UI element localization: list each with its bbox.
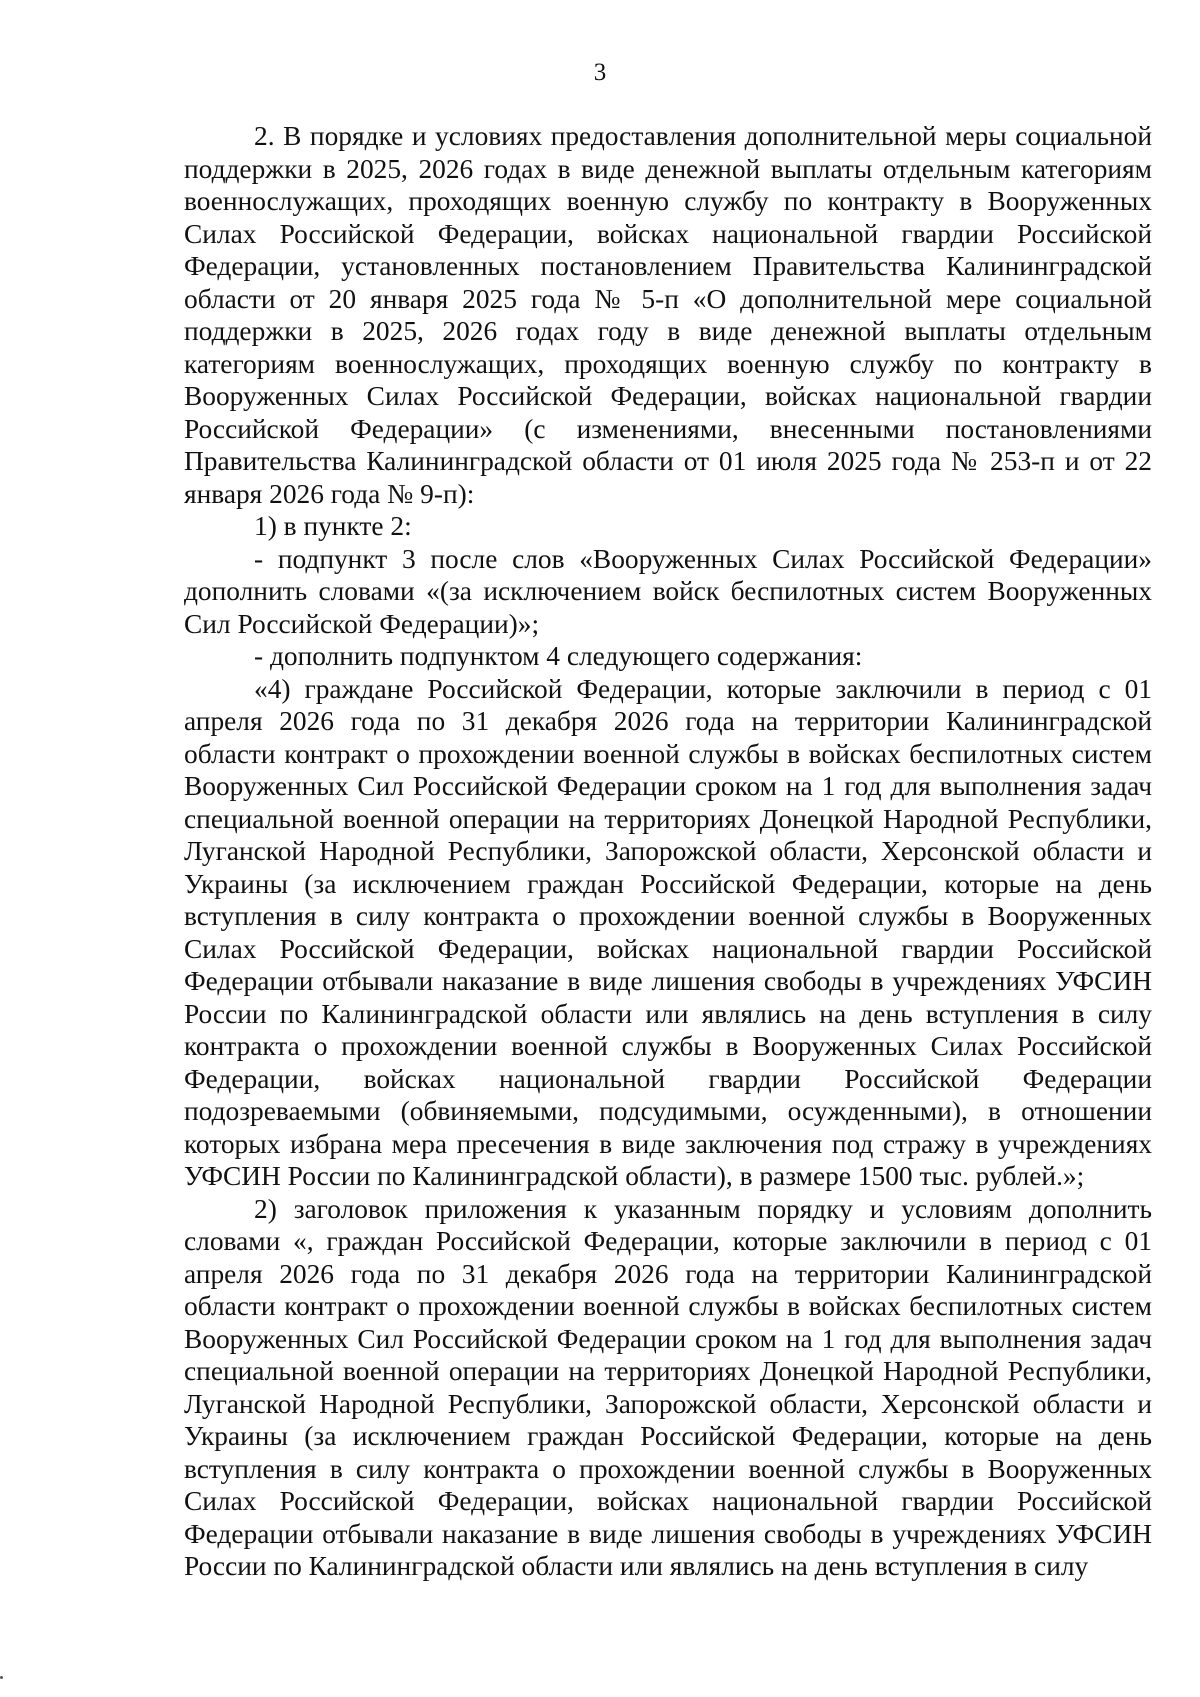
subpoint-4-text: «4) граждане Российской Федерации, которые заключили в период с 01 апреля 2026 года по 31 декабря 2026 года на территории Калининградской области контракт о прохождении военной службы в войсках беспилотных систем Вооруженных Сил Российской Федерации сроком на 1 год для выполнения задач специальной военной операции на территориях Донецкой Народной Республики, Луганской Народной Республики, Запорожской области, Херсонской области и Украины (за исключением граждан Российской Федерации, которые на день вступления в силу контракта о прохождении военной службы в Вооруженных Силах Российской Федерации, войсках национальной гвардии Российской Федерации отбывали наказание в виде лишения свободы в учреждениях УФСИН России по Калининградской области или являлись на день вступления в силу контракта о прохождении военной службы в Вооруженных Силах Российской Федерации, войсках национальной гвардии Российской Федерации подозреваемыми (обвиняемыми, подсудимыми, осужденными), в отношении которых избрана мера пресечения в виде заключения под стражу в учреждениях УФСИН России по Калининградской области), в размере 1500 тыс. рублей.»; [184,673,1152,1191]
subitem-1-point-2: 1) в пункте 2: [254,511,412,541]
page-number: 3 [593,59,607,86]
paragraph-item-2: 2. В порядке и условиях предоставления дополнительной меры социальной поддержки в 2025, 2026 годах в виде денежной выплаты отдельным категориям военнослужащих, проходящих военную службу по контракту в Вооруженных Силах Российской Федерации, войсках национальной гвардии Российской Федерации, установленных постановлением Правительства Калининградской области от 20 января 2025 года № 5-п «О дополнительной мере социальной поддержки в 2025, 2026 годах году в виде денежной выплаты отдельным категориям военнослужащих, проходящих военную службу по контракту в Вооруженных Силах Российской Федерации, войсках национальной гвардии Российской Федерации» (с изменениями, внесенными постановлениями Правительства Калининградской области от 01 июля 2025 года № 253-п и от 22 января 2026 года № 9-п): [184,121,1152,509]
subpoint-3-amendment: - подпункт 3 после слов «Вооруженных Силах Российской Федерации» дополнить словами «(за исключением войск беспилотных систем Вооруженных Сил Российской Федерации)»; [184,543,1152,639]
subitem-2-appendix-title: 2) заголовок приложения к указанным порядку и условиям дополнить словами «, граждан Российской Федерации, которые заключили в период с 01 апреля 2026 года по 31 декабря 2026 года на территории Калининградской области контракт о прохождении военной службы в войсках беспилотных систем Вооруженных Сил Российской Федерации сроком на 1 год для выполнения задач специальной военной операции на территориях Донецкой Народной Республики, Луганской Народной Республики, Запорожской области, Херсонской области и Украины (за исключением граждан Российской Федерации, которые на день вступления в силу контракта о прохождении военной службы в Вооруженных Силах Российской Федерации, войсках национальной гвардии Российской Федерации отбывали наказание в виде лишения свободы в учреждениях УФСИН России по Калининградской области или являлись на день вступления в силу [184,1193,1152,1581]
subpoint-4-addition-intro: - дополнить подпунктом 4 следующего содержания: [254,641,863,671]
scan-artifact [0,1676,3,1679]
document-body [184,120,1152,1583]
